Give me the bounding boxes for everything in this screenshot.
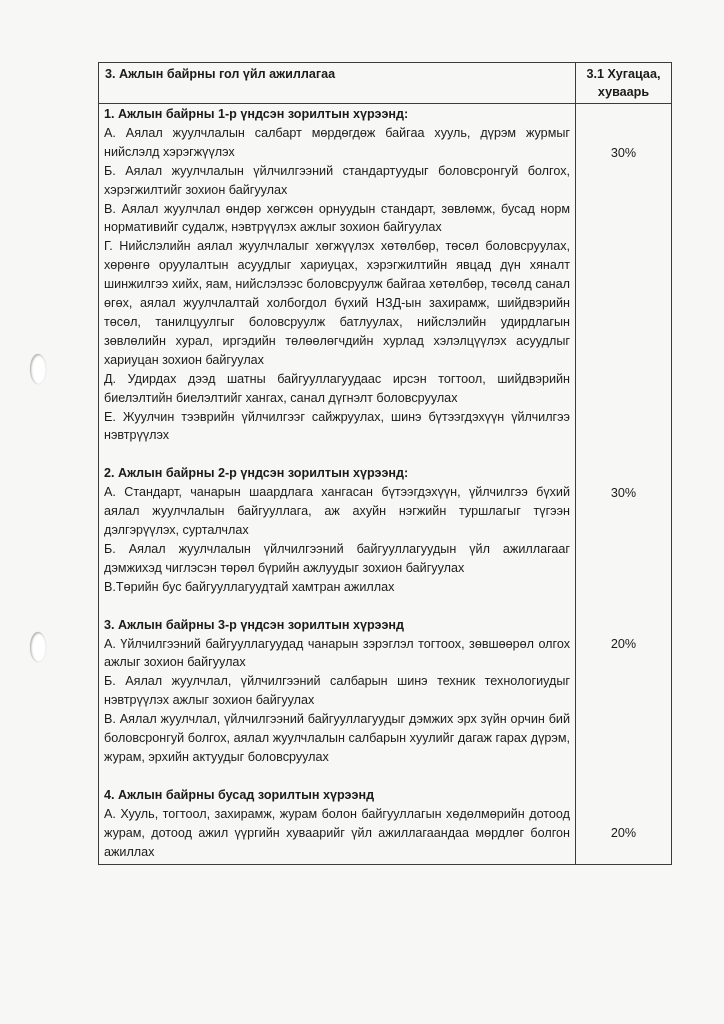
section-3 — [104, 616, 570, 767]
list-item: В.Төрийн бус байгууллагуудтай хамтран ажиллах — [104, 579, 395, 594]
section-3-percent: 20% — [610, 637, 637, 652]
list-item: А. Хууль, тогтоол, захирамж, журам болон байгууллагын хөдөлмөрийн дотоод журам, дотоод ажил үүргийн хуваарийг үйл ажиллагаандаа мөрдлөг болгон ажиллах — [104, 806, 570, 859]
punch-hole-bottom — [30, 632, 46, 662]
list-item: Б. Аялал жуулчлалын үйлчилгээний байгууллагуудын үйл ажиллагааг дэмжихэд чиглэсэн төрөл бүрийн ажлуудыг зохион байгуулах — [104, 541, 570, 575]
list-item: Д. Удирдах дээд шатны байгууллагуудаас ирсэн тогтоол, шийдвэрийн биелэлтийн биелэлтийг хангах, санал дүгнэлт боловсруулах — [104, 371, 570, 405]
duties-table — [98, 62, 672, 865]
section-title: 3. Ажлын байрны 3-р үндсэн зорилтын хүрээнд — [104, 617, 405, 632]
section-4-percent: 20% — [610, 826, 637, 841]
section-2-percent: 30% — [610, 485, 637, 500]
header-schedule: 3.1 Хугацаа, хуваарь — [576, 63, 672, 104]
list-item: А. Аялал жуулчлалын салбарт мөрдөгдөж байгаа хууль, дүрэм журмыг нийслэлд хэрэгжүүлэх — [104, 125, 570, 159]
punch-hole-top — [30, 354, 46, 384]
list-item: Г. Нийслэлийн аялал жуулчлалыг хөгжүүлэх хөтөлбөр, төсөл боловсруулах, хөрөнгө оруулалтын асуудлыг хариуцах, хэрэгжилтийн явцад дүн хяналт шинжилгээ хийх, яам, нийслэлээс боловсруулж байгаа хөтөлбөр, төсөлд санал өгөх, аялал жуулчлалтай холбогдол бүхий НЗД-ын захирамж, шийдвэрийн төсөл, танилцуулгыг боловсруулж батлуулах, нийслэлийн удирдлагын зөвлөлийн хурал, иргэдийн төлөөлөгчдийн хурлад хэлэлцүүлэх асуудлыг хариуцан зохион байгуулах — [104, 239, 570, 367]
activities-cell — [99, 104, 576, 865]
list-item: А. Стандарт, чанарын шаардлага хангасан бүтээгдэхүүн, үйлчилгээ бүхий аялал жуулчлалын байгууллага, аж ахуйн нэгжийн туршлагыг түгээн дэлгэрүүлэх, сурталчлах — [104, 485, 570, 538]
section-title: 2. Ажлын байрны 2-р үндсэн зорилтын хүрээнд: — [104, 466, 409, 481]
table-header-row — [99, 63, 672, 104]
list-item: В. Аялал жуулчлал, үйлчилгээний байгууллагуудыг дэмжих эрх зүйн орчин бий боловсронгуй болгох, аялал жуулчлалын салбарын хуулийг дагаж гарах дүрэм, журам, эрхийн актуудыг боловсруулах — [104, 712, 570, 764]
section-title: 4. Ажлын байрны бусад зорилтын хүрээнд — [104, 787, 375, 802]
header-activities: 3. Ажлын байрны гол үйл ажиллагаа — [99, 63, 576, 104]
section-1-percent: 30% — [610, 145, 637, 160]
schedule-cell — [576, 104, 672, 865]
list-item: А. Үйлчилгээний байгууллагуудад чанарын зэрэглэл тогтоох, зөвшөөрөл олгох ажлыг зохион байгуулах — [104, 636, 570, 670]
section-2 — [104, 464, 570, 596]
section-title: 1. Ажлын байрны 1-р үндсэн зорилтын хүрээнд: — [104, 107, 409, 121]
section-4 — [104, 786, 570, 862]
list-item: Б. Аялал жуулчлалын үйлчилгээний стандартуудыг боловсронгуй болгох, хэрэгжилтийг зохион байгуулах — [104, 163, 570, 197]
list-item: В. Аялал жуулчлал өндөр хөгжсөн орнуудын стандарт, зөвлөмж, бусад норм нормативийг судалж, нэвтрүүлэх ажлыг зохион байгуулах — [104, 201, 570, 235]
table-body-row — [99, 104, 672, 865]
list-item: Б. Аялал жуулчлал, үйлчилгээний салбарын шинэ техник технологиудыг нэвтрүүлэх ажлыг зохион байгуулах — [104, 674, 570, 708]
list-item: Е. Жуулчин тээврийн үйлчилгээг сайжруулах, шинэ бүтээгдэхүүн үйлчилгээ нэвтрүүлэх — [104, 409, 570, 443]
section-1 — [104, 105, 570, 445]
